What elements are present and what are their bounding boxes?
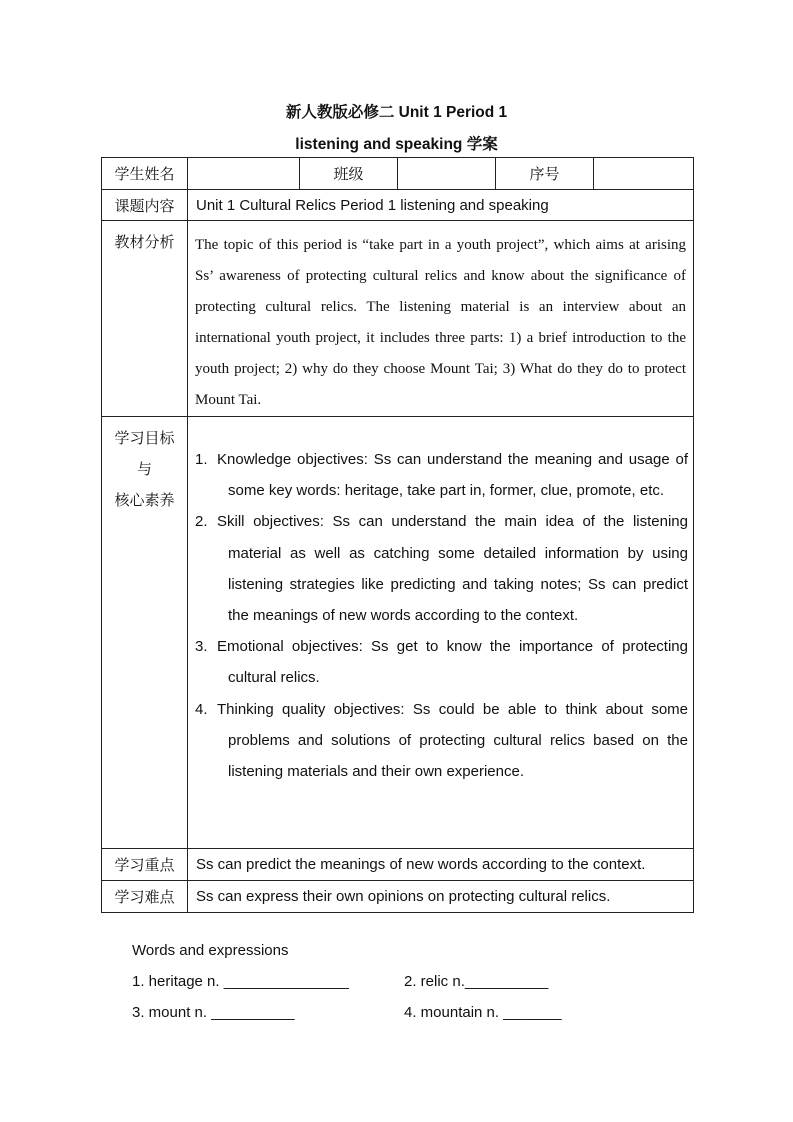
objective-text: Knowledge objectives: Ss can understand the meaning and usage of some key words: heritage, take part in, former, clue, promote, etc. xyxy=(217,451,688,500)
difficult-points-label: 学习难点 xyxy=(102,881,188,913)
table-row xyxy=(102,417,694,849)
student-name-label: 学生姓名 xyxy=(102,158,188,190)
word-item[interactable]: 4. mountain n. _______ xyxy=(404,1004,562,1021)
number-label: 序号 xyxy=(496,158,594,190)
objectives-label-line1: 学习目标 xyxy=(114,430,175,447)
document-subtitle: listening and speaking 学案 xyxy=(295,136,498,153)
table-row xyxy=(102,881,694,913)
student-name-field[interactable] xyxy=(188,158,300,190)
class-field[interactable] xyxy=(398,158,496,190)
number-field[interactable] xyxy=(594,158,694,190)
word-item[interactable]: 2. relic n.__________ xyxy=(404,973,549,990)
list-item xyxy=(195,444,688,506)
objectives-list xyxy=(195,444,688,787)
table-row xyxy=(102,221,694,417)
topic-value: Unit 1 Cultural Relics Period 1 listening and speaking xyxy=(188,190,694,221)
document-title: 新人教版必修二 Unit 1 Period 1 xyxy=(285,104,508,121)
study-plan-table xyxy=(101,157,694,913)
objective-number: 4. xyxy=(195,700,208,718)
objectives-label-line3: 核心素养 xyxy=(114,492,175,509)
key-points-label: 学习重点 xyxy=(102,849,188,881)
objectives-label xyxy=(102,417,188,849)
key-points-value: Ss can predict the meanings of new words according to the context. xyxy=(188,849,694,881)
objective-number: 2. xyxy=(195,513,208,531)
objective-text: Skill objectives: Ss can understand the main idea of the listening material as well as catching some detailed information by using listening strategies like predicting and taking notes; Ss can predict the meanings of new words according to the context. xyxy=(217,513,688,625)
objective-number: 3. xyxy=(195,638,208,656)
table-row xyxy=(102,158,694,190)
table-row xyxy=(102,190,694,221)
word-item[interactable]: 3. mount n. __________ xyxy=(132,1004,295,1021)
class-label: 班级 xyxy=(300,158,398,190)
objectives-cell xyxy=(188,417,694,849)
analysis-label: 教材分析 xyxy=(102,221,188,417)
topic-label: 课题内容 xyxy=(102,190,188,221)
objective-text: Emotional objectives: Ss get to know the importance of protecting cultural relics. xyxy=(217,638,688,687)
objective-text: Thinking quality objectives: Ss could be able to think about some problems and solutions of protecting cultural relics based on the listening materials and their own experience. xyxy=(217,700,688,781)
analysis-text: The topic of this period is “take part in a youth project”, which aims at arising Ss’ awareness of protecting cultural relics and know about the significance of protecting cultural relics. The listening material is an interview about an international youth project, it includes three parts: 1) a brief introduction to the youth project; 2) why do they choose Mount Tai; 3) What do they do to protect Mount Tai. xyxy=(188,221,694,417)
list-item xyxy=(195,694,688,788)
objectives-label-line2: 与 xyxy=(136,461,152,478)
objective-number: 1. xyxy=(195,451,208,468)
word-item[interactable]: 1. heritage n. _______________ xyxy=(132,973,349,990)
list-item xyxy=(195,506,688,631)
words-heading: Words and expressions xyxy=(132,942,289,959)
table-row xyxy=(102,849,694,881)
list-item xyxy=(195,631,688,693)
difficult-points-value: Ss can express their own opinions on protecting cultural relics. xyxy=(188,881,694,913)
